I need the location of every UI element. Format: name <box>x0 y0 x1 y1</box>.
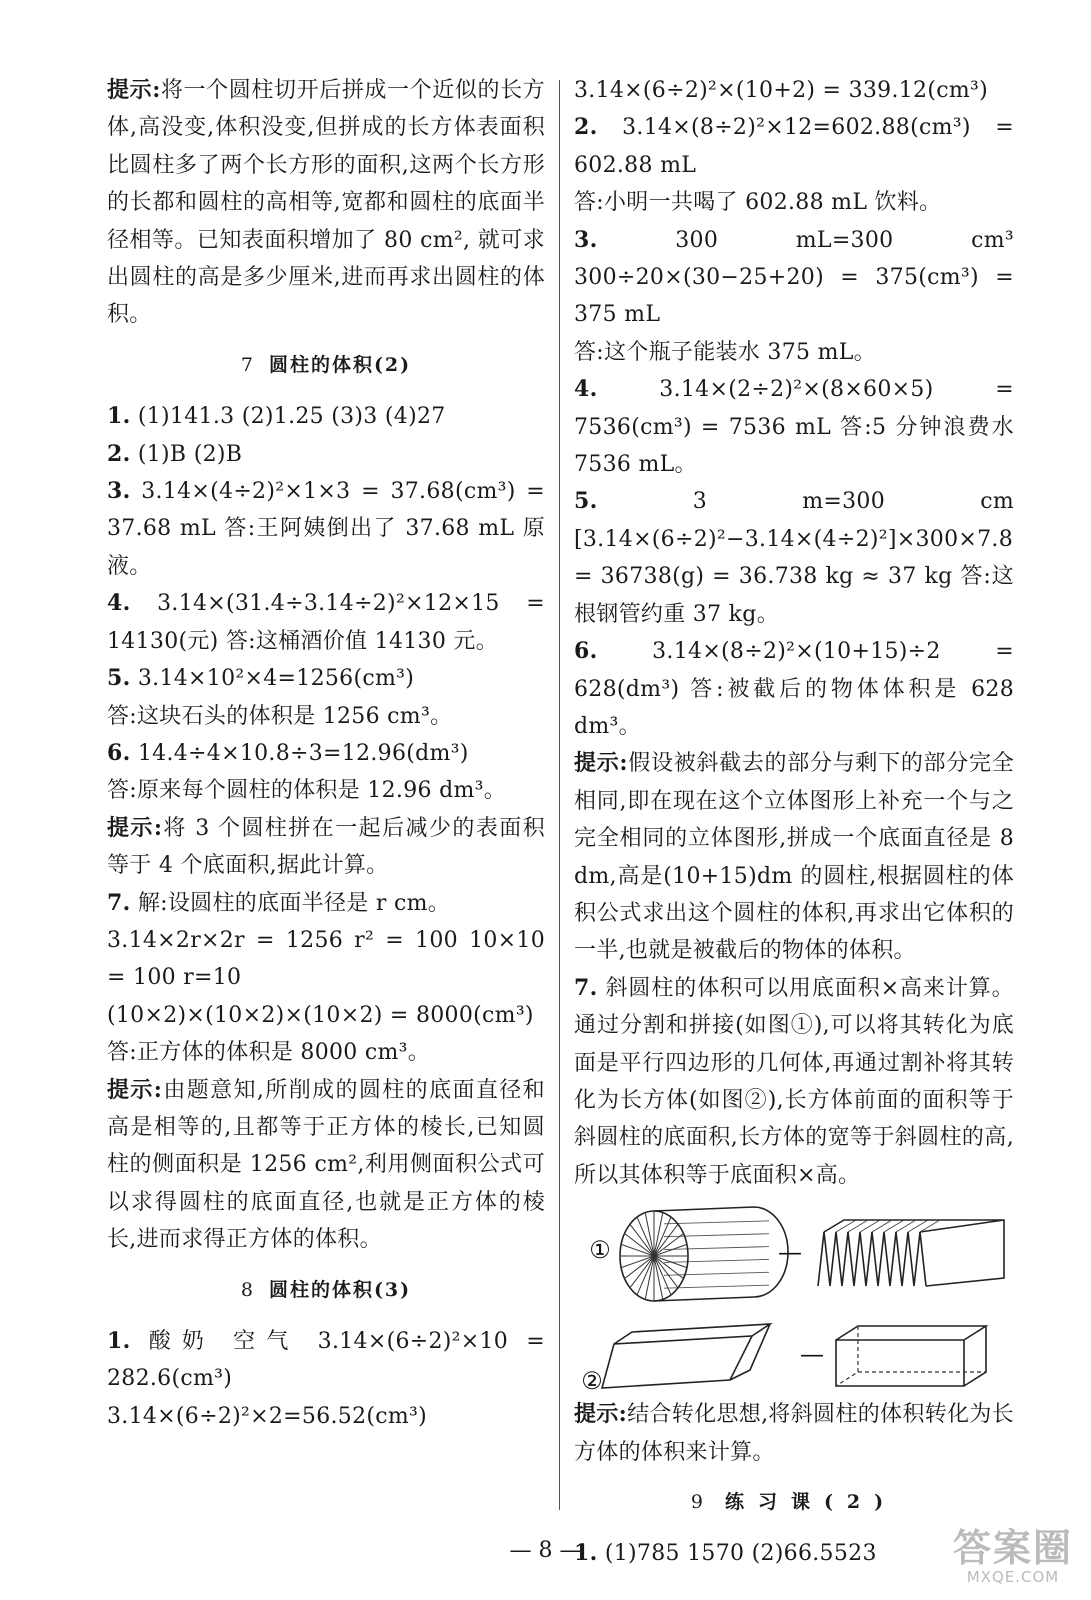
answer-paragraph <box>107 585 545 660</box>
zigzag-edge <box>896 1220 916 1232</box>
figure-drawing <box>574 1204 1014 1396</box>
item-label: 6. <box>107 739 131 766</box>
figure-label-1: ① <box>589 1236 611 1265</box>
zigzag-edge <box>848 1220 868 1232</box>
item-text: 将 3 个圆柱拼在一起后减少的表面积等于 4 个底面积,据此计算。 <box>107 815 545 879</box>
answer-paragraph <box>574 334 1014 371</box>
section-title: 练习课(2) <box>724 1491 898 1513</box>
page-number: — 8 — <box>509 1538 582 1563</box>
item-label: 2. <box>574 114 598 141</box>
answer-paragraph <box>574 371 1014 483</box>
figure-label-2: ② <box>581 1367 603 1396</box>
item-label: 4. <box>107 590 131 617</box>
item-text: 解:设圆柱的底面半径是 r cm。 <box>130 890 451 916</box>
zigzag-front <box>818 1232 926 1286</box>
item-text: 由题意知,所削成的圆柱的底面直径和高是相等的,且都等于正方体的棱长,已知圆柱的侧面积是 1256 cm²,利用侧面积公式可以求得圆柱的底面直径,也就是正方体的棱长,进而求得正方体的体积。 <box>107 1077 545 1253</box>
item-label: 2. <box>107 440 131 467</box>
item-text: (1)785 1570 (2)66.5523 <box>597 1541 877 1567</box>
answer-paragraph <box>574 222 1014 334</box>
section-title: 圆柱的体积(3) <box>268 1278 412 1301</box>
item-text: 3.14×(4÷2)²×1×3 = 37.68(cm³) = 37.68 mL 答:王阿姨倒出了 37.68 mL 原液。 <box>107 479 545 579</box>
answer-paragraph <box>574 72 1014 109</box>
zigzag-edge <box>836 1220 856 1232</box>
cylinder-slice-line <box>664 1260 769 1263</box>
answer-paragraph <box>107 1323 545 1435</box>
item-text: 3.14×(8÷2)²×(10+15)÷2 = 628(dm³) 答:被截后的物体体积是 628 dm³。 <box>574 639 1014 739</box>
item-label: 5. <box>574 488 598 515</box>
item-label: 提示: <box>574 1401 628 1428</box>
watermark-url: MXQE.COM <box>966 1568 1060 1586</box>
section-number: 8 <box>240 1278 253 1301</box>
item-label: 7. <box>574 974 598 1001</box>
item-label: 1. <box>574 1540 598 1567</box>
zigzag-edge <box>860 1220 880 1232</box>
figure-arrow-1: — <box>778 1238 802 1267</box>
left-column <box>107 72 545 1435</box>
item-text: 答:这个瓶子能装水 375 mL。 <box>574 339 876 365</box>
section-number: 9 <box>690 1491 703 1513</box>
item-text: 斜圆柱的体积可以用底面积×高来计算。通过分割和拼接(如图①),可以将其转化为底面是平行四边形的几何体,再通过割补将其转化为长方体(如图②),长方体前面的面积等于斜圆柱的底面积,长方体的宽等于斜圆柱的高,所以其体积等于底面积×高。 <box>574 975 1014 1188</box>
item-text: (10×2)×(10×2)×(10×2) = 8000(cm³) <box>107 1002 534 1028</box>
right-column <box>574 72 1014 1573</box>
item-text: 答:这块石头的体积是 1256 cm³。 <box>107 703 453 729</box>
item-text: (1)141.3 (2)1.25 (3)3 (4)27 <box>130 404 446 430</box>
section-title: 圆柱的体积(2) <box>268 353 412 376</box>
answer-paragraph <box>107 735 545 772</box>
answer-paragraph <box>574 745 1014 969</box>
item-text: 3 m=300 cm [3.14×(6÷2)²−3.14×(4÷2)²]×300×7.8 = 36738(g) = 36.738 kg ≈ 37 kg 答:这根钢管约重 37 kg。 <box>574 489 1014 627</box>
section-heading <box>574 1484 1014 1521</box>
item-text: 将一个圆柱切开后拼成一个近似的长方体,高没变,体积没变,但拼成的长方体表面积比圆柱多了两个长方形的面积,这两个长方形的长都和圆柱的高相等,宽都和圆柱的底面半径相等。已知表面积增加了 80 cm², 就可求出圆柱的高是多少厘米,进而再求出圆柱的体积。 <box>107 78 545 328</box>
column-divider <box>559 80 560 1510</box>
answer-paragraph <box>107 997 545 1034</box>
item-text: 3.14×(8÷2)²×12=602.88(cm³) = 602.88 mL <box>574 115 1014 178</box>
transform-figure <box>574 1204 1014 1396</box>
item-label: 6. <box>574 638 598 665</box>
answer-paragraph <box>107 436 545 473</box>
item-text: 14.4÷4×10.8÷3=12.96(dm³) <box>130 740 469 766</box>
figure-arrow-2: — <box>800 1340 824 1369</box>
item-text: 酸奶 空气 3.14×(6÷2)²×10 = 282.6(cm³) 3.14×(6÷2)²×2=56.52(cm³) <box>107 1329 545 1429</box>
answer-paragraph <box>107 72 545 334</box>
item-label: 7. <box>107 889 131 916</box>
cylinder-slice-line <box>664 1221 769 1224</box>
item-text: 假设被斜截去的部分与剩下的部分完全相同,即在现在这个立体图形上补充一个与之完全相同的立体图形,拼成一个底面直径是 8 dm,高是(10+15)dm 的圆柱,根据圆柱的体积公式求出这个圆柱的体积,再求出它体积的一半,也就是被截后的物体的体积。 <box>574 751 1014 964</box>
answer-paragraph <box>574 970 1014 1194</box>
item-label: 提示: <box>574 750 628 777</box>
answer-paragraph <box>107 922 545 997</box>
item-text: 答:小明一共喝了 602.88 mL 饮料。 <box>574 190 942 216</box>
item-text: 3.14×(31.4÷3.14÷2)²×12×15 = 14130(元) 答:这桶酒价值 14130 元。 <box>107 591 545 654</box>
item-text: 3.14×(2÷2)²×(8×60×5) = 7536(cm³) = 7536 mL 答:5 分钟浪费水 7536 mL。 <box>574 377 1014 478</box>
item-label: 5. <box>107 665 131 692</box>
item-label: 提示: <box>107 1076 163 1103</box>
parallelepiped <box>602 1324 770 1388</box>
answer-paragraph <box>107 698 545 735</box>
section-number: 7 <box>240 353 253 376</box>
item-text: 3.14×2r×2r = 1256 r² = 100 10×10 = 100 r=10 <box>107 927 545 991</box>
item-text: 3.14×10²×4=1256(cm³) <box>130 666 415 692</box>
answer-paragraph <box>107 660 545 697</box>
answer-paragraph <box>107 398 545 435</box>
watermark <box>953 1528 1073 1586</box>
item-label: 3. <box>107 478 131 505</box>
item-label: 提示: <box>107 77 161 103</box>
item-text: 结合转化思想,将斜圆柱的体积转化为长方体的体积来计算。 <box>574 1402 1014 1465</box>
answer-paragraph <box>107 810 545 885</box>
answer-paragraph <box>107 1034 545 1071</box>
item-text: (1)B (2)B <box>130 441 243 467</box>
section-heading <box>107 1272 545 1309</box>
zigzag-edge <box>872 1220 892 1232</box>
item-label: 4. <box>574 376 598 403</box>
item-text: 300 mL=300 cm³ 300÷20×(30−25+20) = 375(cm³) = 375 mL <box>574 227 1014 328</box>
item-label: 提示: <box>107 814 163 841</box>
answer-paragraph <box>574 483 1014 633</box>
item-text: 答:原来每个圆柱的体积是 12.96 dm³。 <box>107 778 507 804</box>
watermark-logo: 答案圈 <box>952 1526 1073 1570</box>
section-heading <box>107 347 545 384</box>
answer-paragraph <box>107 885 545 922</box>
item-label: 1. <box>107 1328 131 1354</box>
answer-paragraph <box>574 633 1014 745</box>
answer-paragraph <box>574 1396 1014 1471</box>
answer-paragraph <box>107 1072 545 1259</box>
item-text: 答:正方体的体积是 8000 cm³。 <box>107 1040 431 1066</box>
answer-paragraph <box>574 109 1014 184</box>
answer-paragraph <box>574 184 1014 221</box>
zigzag-edge <box>884 1220 904 1232</box>
answer-paragraph <box>107 473 545 585</box>
item-label: 3. <box>574 226 598 253</box>
item-text: 3.14×(6÷2)²×(10+2) = 339.12(cm³) <box>574 78 989 103</box>
zigzag-edge <box>908 1220 928 1232</box>
cylinder-slice-line <box>664 1272 769 1275</box>
item-label: 1. <box>107 403 131 430</box>
answer-paragraph <box>107 772 545 809</box>
